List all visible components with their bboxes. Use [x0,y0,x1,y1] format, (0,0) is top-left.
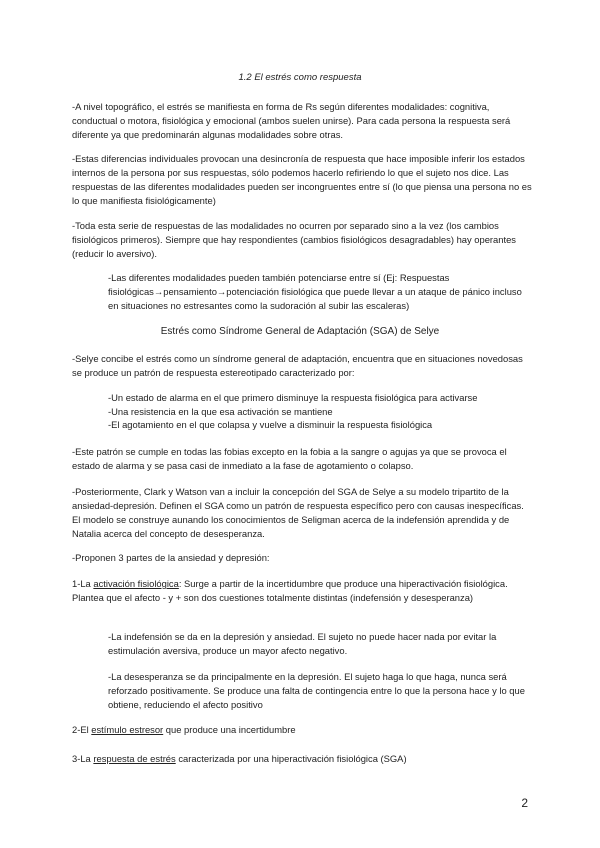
part-2-text: que produce una incertidumbre [163,724,296,735]
part-1-text: : Surge a partir de la incertidumbre que produce una hiperactivación fisiológica. Plantea que el afecto - y + son dos cuestiones totalmente distintas (indefensión y desesperanza) [72,578,508,603]
part-3-prefix: 3-La [72,753,94,764]
list-item: -Una resistencia en la que esa activación se mantiene [108,405,333,417]
paragraph-desynchrony: -Estas diferencias individuales provocan una desincronía de respuesta que hace imposible inferir los estados internos de la persona por sus respuestas, sólo podemos hacerlo refiriendo lo que el sujeto nos dice. Las respuestas de las diferentes modalidades pueden ser incongruentes entre sí (lo que piensa una persona no es lo que manifiesta fisiológicamente) [72,153,532,206]
paragraph-selye: -Selye concibe el estrés como un síndrome general de adaptación, encuentra que en situaciones novedosas se produce un patrón de respuesta estereotipado caracterizado por: [72,353,523,378]
part-3-term: respuesta de estrés [93,753,176,764]
part-1-prefix: 1-La [72,578,94,589]
paragraph-simultaneous: -Toda esta serie de respuestas de las modalidades no ocurren por separado sino a la vez (los cambios fisiológicos primeros). Siempre que hay respondientes (cambios fisiológicos desagradables) hay operantes (reducir lo aversivo). [72,220,516,259]
part-1-term: activación fisiológica [93,578,179,589]
part-2 [72,723,532,737]
part-3-text: caracterizada por una hiperactivación fisiológica (SGA) [175,753,407,764]
part-3 [72,752,532,766]
list-item: -El agotamiento en el que colapsa y vuelve a disminuir la respuesta fisiológica [108,419,433,430]
paragraph-desesperanza: -La desesperanza se da principalmente en la depresión. El sujeto haga lo que haga, nunca será reforzado positivamente. Se produce una falta de contingencia entre lo que la persona hace y lo que obtiene, reduciendo el afecto positivo [108,671,525,710]
paragraph-phobias: -Este patrón se cumple en todas las fobias excepto en la fobia a la sangre o agujas ya que se provoca el estado de alarma y se pasa casi de inmediato a la fase de agotamiento o colapso. [72,446,507,471]
part-2-prefix: 2-El [72,724,92,735]
page-number: 2 [521,796,528,810]
part-2-term: estímulo estresor [91,724,164,735]
paragraph-topographic: -A nivel topográfico, el estrés se manifiesta en forma de Rs según diferentes modalidades: cognitiva, conductual o motora, fisiológica y emocional (ambos suelen unirse). Para cada persona la respuesta será diferente ya que predominarán algunas modalidades sobre otras. [72,101,511,140]
part-1 [72,577,532,605]
section-heading: 1.2 El estrés como respuesta [238,72,362,83]
paragraph-indefension: -La indefensión se da en la depresión y ansiedad. El sujeto no puede hacer nada por evitar la estimulación aversiva, produce un mayor afecto negativo. [108,631,497,656]
subsection-title: Estrés como Síndrome General de Adaptación (SGA) de Selye [160,326,440,337]
list-item: -Un estado de alarma en el que primero disminuye la respuesta fisiológica para activarse [108,392,478,403]
paragraph-clark-watson: -Posteriormente, Clark y Watson van a incluir la concepción del SGA de Selye a su modelo tripartito de la ansiedad-depresión. Definen el SGA como un patrón de respuesta específico pero con causas inespecíficas. El modelo se construye aunando los conocimientos de Seligman acerca de la indefensión aprendida y de Natalia acerca del concepto de desesperanza. [72,486,524,539]
paragraph-potentiation: -Las diferentes modalidades pueden también potenciarse entre sí (Ej: Respuestas fisiológicas→pensamiento→potenciación fisiológica que puede llevar a un ataque de pánico incluso en situaciones no estresantes como la sudoración al subir las escaleras) [108,272,522,311]
paragraph-three-parts: -Proponen 3 partes de la ansiedad y depresión: [72,552,270,563]
stages-list [108,391,532,432]
